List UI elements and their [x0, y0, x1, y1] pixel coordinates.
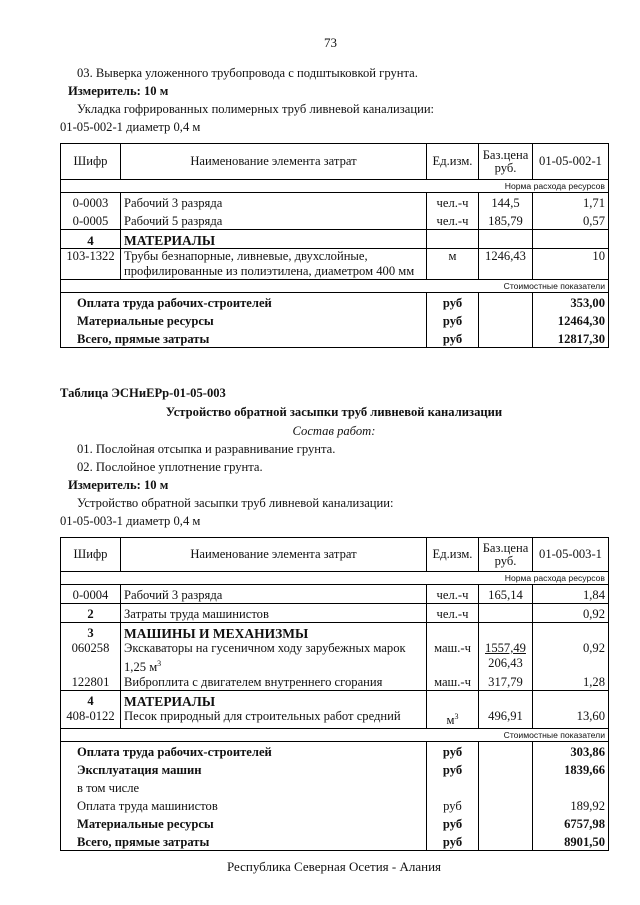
total-value: 12464,30: [533, 311, 609, 329]
total-unit: [427, 778, 479, 796]
material-value: 13,60: [533, 709, 609, 729]
machine-code: 122801: [61, 675, 121, 691]
machine-price: 317,79: [479, 675, 533, 691]
machine-value: 0,92: [533, 641, 609, 675]
composition-label: Состав работ:: [292, 424, 376, 438]
row-unit: чел.-ч: [427, 211, 479, 230]
total-unit: руб: [427, 742, 479, 761]
material-code: 103-1322: [61, 249, 121, 280]
total-value: 6757,98: [533, 814, 609, 832]
total-unit: руб: [427, 311, 479, 329]
header-price: Баз.цена руб.: [479, 144, 533, 180]
meter-label-1: Измеритель: 10 м: [68, 84, 169, 98]
row-unit: чел.-ч: [427, 193, 479, 212]
footer-region: Республика Северная Осетия - Алания: [226, 859, 442, 874]
machine-value: 1,28: [533, 675, 609, 691]
work-item-02: 02. Послойное уплотнение грунта.: [77, 460, 263, 474]
machine-unit: маш.-ч: [427, 675, 479, 691]
estimate-table-2: [60, 537, 609, 851]
norm-label: Норма расхода ресурсов: [61, 572, 609, 585]
description-1: Укладка гофрированных полимерных труб ливневой канализации:: [77, 102, 435, 116]
material-name-line2: профилированные из полиэтилена, диаметром 400 мм: [124, 264, 415, 278]
cost-label: Стоимостные показатели: [61, 280, 609, 293]
unit-text: м: [446, 713, 455, 728]
machine-price-1: 1557,49: [485, 641, 526, 655]
page-number: 73: [324, 35, 337, 50]
material-name: Песок природный для строительных работ средний: [121, 709, 427, 729]
row-value: 0,57: [533, 211, 609, 230]
header-norm-code: 01-05-003-1: [533, 538, 609, 572]
total-unit: руб: [427, 293, 479, 312]
total-unit: руб: [427, 760, 479, 778]
section-number: 4: [61, 230, 121, 249]
machine-name-line1: Экскаваторы на гусеничном ходу зарубежных марок: [124, 641, 406, 655]
cost-label: Стоимостные показатели: [61, 729, 609, 742]
total-unit: руб: [427, 814, 479, 832]
norm-label: Норма расхода ресурсов: [61, 180, 609, 193]
row-name: Рабочий 3 разряда: [121, 193, 427, 212]
total-name: Оплата труда рабочих-строителей: [61, 293, 427, 312]
section-title: МАШИНЫ И МЕХАНИЗМЫ: [121, 623, 427, 642]
header-code: Шифр: [61, 144, 121, 180]
total-name: Оплата труда рабочих-строителей: [61, 742, 427, 761]
work-item-03: 03. Выверка уложенного трубопровода с подштыковкой грунта.: [77, 66, 418, 80]
meter-label-2: Измеритель: 10 м: [68, 478, 169, 492]
material-code: 408-0122: [61, 709, 121, 729]
header-norm-code: 01-05-002-1: [533, 144, 609, 180]
header-name: Наименование элемента затрат: [121, 144, 427, 180]
total-name: Материальные ресурсы: [61, 311, 427, 329]
section-title: МАТЕРИАЛЫ: [121, 230, 427, 249]
row-code: 0-0004: [61, 585, 121, 604]
estimate-table-1: [60, 143, 609, 348]
superscript: 3: [157, 659, 162, 668]
machine-name: Виброплита с двигателем внутреннего сгорания: [121, 675, 427, 691]
machine-price: [479, 641, 533, 675]
total-value: 1839,66: [533, 760, 609, 778]
material-value: 10: [533, 249, 609, 280]
row-price: 185,79: [479, 211, 533, 230]
total-value: [533, 778, 609, 796]
row-price: [479, 604, 533, 623]
table-title: Таблица ЭСНиЕРр-01-05-003: [60, 386, 226, 400]
code-line-2: 01-05-003-1 диаметр 0,4 м: [60, 514, 201, 528]
total-name: Всего, прямые затраты: [61, 832, 427, 851]
total-value: 8901,50: [533, 832, 609, 851]
material-name-line1: Трубы безнапорные, ливневые, двухслойные,: [124, 249, 368, 263]
material-price: 496,91: [479, 709, 533, 729]
total-name: Эксплуатация машин: [61, 760, 427, 778]
machine-code: 060258: [61, 641, 121, 675]
code-line-1: 01-05-002-1 диаметр 0,4 м: [60, 120, 201, 134]
section-heading: Устройство обратной засыпки труб ливневой канализации: [165, 405, 503, 419]
description-2: Устройство обратной засыпки труб ливневой канализации:: [77, 496, 394, 510]
row-code: 0-0005: [61, 211, 121, 230]
total-name: в том числе: [61, 778, 427, 796]
total-value: 353,00: [533, 293, 609, 312]
header-name: Наименование элемента затрат: [121, 538, 427, 572]
section-number: 4: [61, 691, 121, 710]
total-unit: руб: [427, 329, 479, 348]
total-name: Оплата труда машинистов: [61, 796, 427, 814]
row-value: 1,71: [533, 193, 609, 212]
machine-price-2: 206,43: [488, 656, 523, 670]
total-value: 303,86: [533, 742, 609, 761]
total-name: Всего, прямые затраты: [61, 329, 427, 348]
row-price: 144,5: [479, 193, 533, 212]
superscript: 3: [454, 712, 459, 722]
header-code: Шифр: [61, 538, 121, 572]
machine-name: [121, 641, 427, 675]
total-value: 189,92: [533, 796, 609, 814]
section-title: МАТЕРИАЛЫ: [121, 691, 427, 710]
header-unit: Ед.изм.: [427, 144, 479, 180]
machine-unit: маш.-ч: [427, 641, 479, 675]
row-value: 1,84: [533, 585, 609, 604]
row-price: 165,14: [479, 585, 533, 604]
total-unit: руб: [427, 832, 479, 851]
row-value: 0,92: [533, 604, 609, 623]
material-unit: [427, 709, 479, 729]
total-unit: руб: [427, 796, 479, 814]
total-value: 12817,30: [533, 329, 609, 348]
row-unit: чел.-ч: [427, 604, 479, 623]
total-name: Материальные ресурсы: [61, 814, 427, 832]
row-name: Рабочий 3 разряда: [121, 585, 427, 604]
header-price: Баз.цена руб.: [479, 538, 533, 572]
material-price: 1246,43: [479, 249, 533, 280]
row-unit: чел.-ч: [427, 585, 479, 604]
header-unit: Ед.изм.: [427, 538, 479, 572]
row-name: Рабочий 5 разряда: [121, 211, 427, 230]
material-name: [121, 249, 427, 280]
row-code: 2: [61, 604, 121, 623]
section-number: 3: [61, 623, 121, 642]
row-name: Затраты труда машинистов: [121, 604, 427, 623]
material-unit: м: [427, 249, 479, 280]
machine-name-line2: 1,25 м: [124, 660, 158, 675]
row-code: 0-0003: [61, 193, 121, 212]
work-item-01: 01. Послойная отсыпка и разравнивание грунта.: [77, 442, 336, 456]
